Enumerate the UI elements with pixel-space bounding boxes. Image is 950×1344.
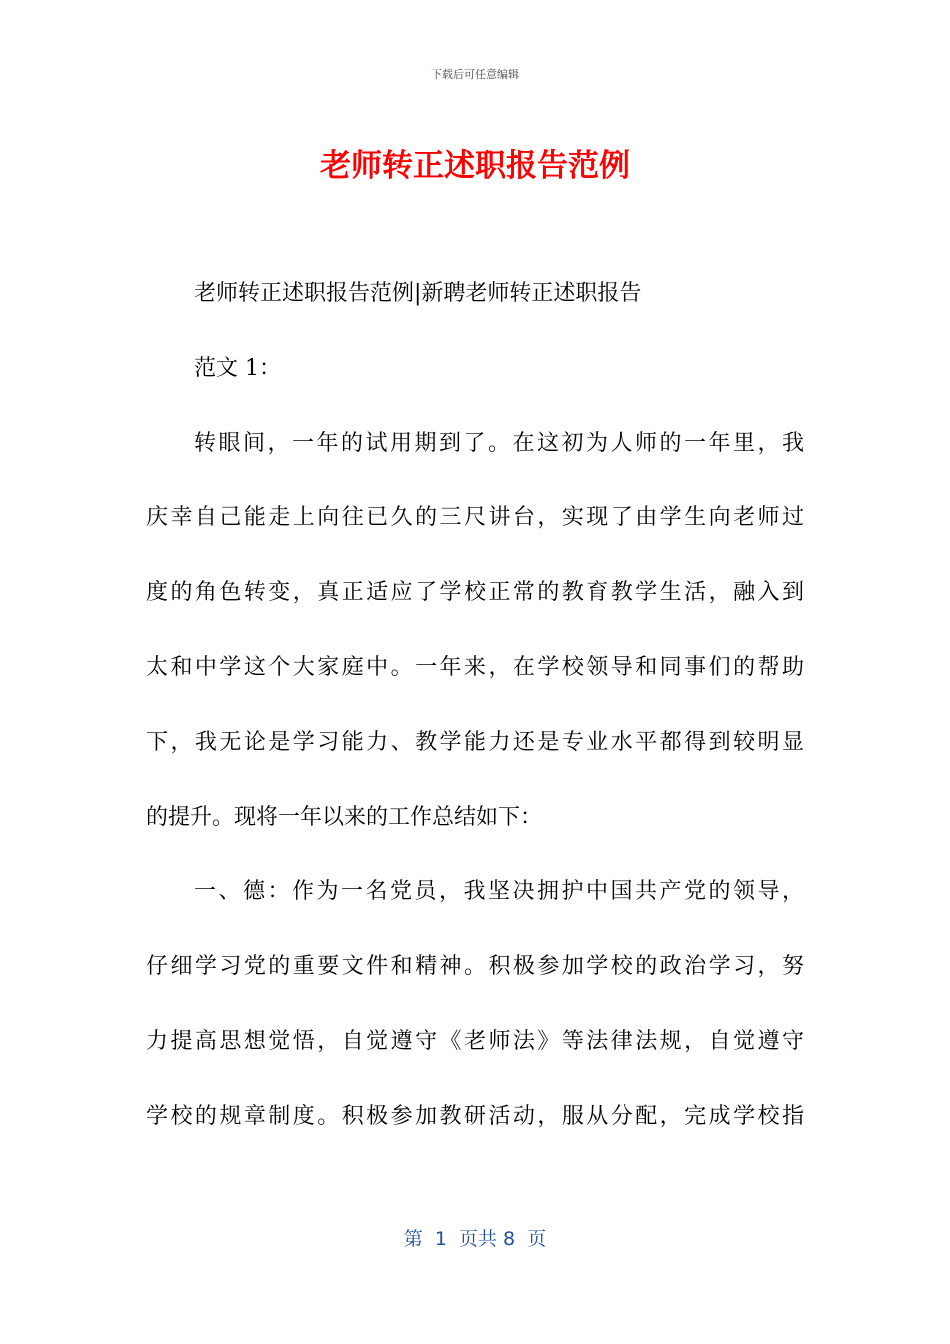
document-title: 老师转正述职报告范例 bbox=[320, 148, 630, 184]
page-header-note: 下载后可任意编辑 bbox=[431, 68, 519, 81]
body-line: 仔细学习党的重要文件和精神。积极参加学校的政治学习，努 bbox=[146, 954, 804, 980]
body-line: 太和中学这个大家庭中。一年来，在学校领导和同事们的帮助 bbox=[146, 654, 804, 680]
body-line: 范文 1： bbox=[194, 355, 281, 381]
body-line: 度的角色转变，真正适应了学校正常的教育教学生活，融入到 bbox=[146, 580, 804, 606]
body-line: 下，我无论是学习能力、教学能力还是专业水平都得到较明显 bbox=[146, 729, 804, 755]
body-line: 的提升。现将一年以来的工作总结如下： bbox=[146, 804, 543, 830]
body-line: 转眼间，一年的试用期到了。在这初为人师的一年里，我 bbox=[194, 430, 804, 456]
page-number-footer: 第 1 页共 8 页 bbox=[403, 1228, 547, 1250]
body-line: 一、德：作为一名党员，我坚决拥护中国共产党的领导， bbox=[194, 879, 804, 905]
body-line: 老师转正述职报告范例|新聘老师转正述职报告 bbox=[194, 281, 642, 306]
body-line: 庆幸自己能走上向往已久的三尺讲台，实现了由学生向老师过 bbox=[146, 505, 804, 531]
document-body bbox=[146, 270, 804, 1168]
body-line: 学校的规章制度。积极参加教研活动，服从分配，完成学校指 bbox=[146, 1103, 804, 1129]
body-line: 力提高思想觉悟，自觉遵守《老师法》等法律法规，自觉遵守 bbox=[146, 1028, 804, 1054]
